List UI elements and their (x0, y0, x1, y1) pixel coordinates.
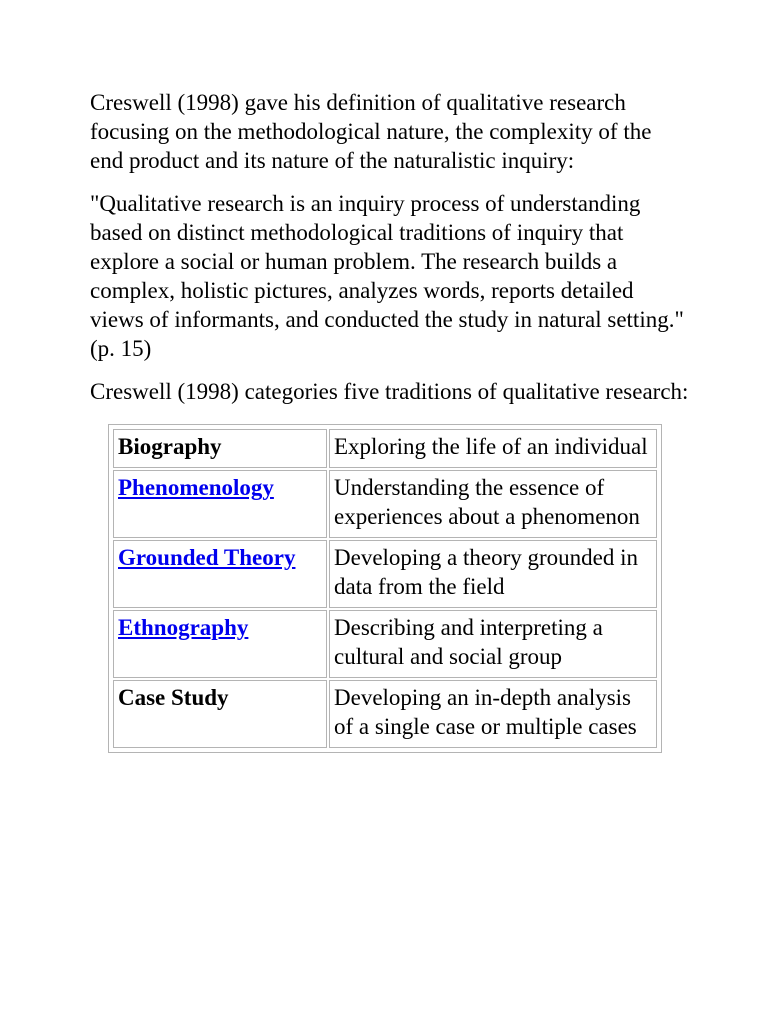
tradition-term-cell (113, 680, 327, 748)
table-row (113, 610, 657, 678)
table-row (113, 540, 657, 608)
phenomenology-link[interactable]: Phenomenology (118, 475, 274, 500)
tradition-term: Case Study (118, 685, 229, 710)
ethnography-link[interactable]: Ethnography (118, 615, 249, 640)
document-page (90, 88, 690, 753)
traditions-table (111, 427, 659, 750)
tradition-description-cell: Exploring the life of an individual (329, 429, 657, 468)
grounded-theory-link[interactable]: Grounded Theory (118, 545, 296, 570)
tradition-description-cell: Describing and interpreting a cultural and social group (329, 610, 657, 678)
tradition-term: Biography (118, 434, 222, 459)
traditions-table-frame (108, 424, 662, 753)
tradition-term-cell (113, 429, 327, 468)
table-row (113, 470, 657, 538)
quote-paragraph: "Qualitative research is an inquiry process of understanding based on distinct methodological traditions of inquiry that explore a social or human problem. The research builds a complex, holistic pictures, analyzes words, reports detailed views of informants, and conducted the study in natural setting." (p. 15) (90, 191, 684, 361)
tradition-description-cell: Understanding the essence of experiences about a phenomenon (329, 470, 657, 538)
tradition-description-cell: Developing a theory grounded in data from the field (329, 540, 657, 608)
table-row (113, 680, 657, 748)
tradition-term-cell (113, 470, 327, 538)
table-row (113, 429, 657, 468)
tradition-description-cell: Developing an in-depth analysis of a single case or multiple cases (329, 680, 657, 748)
intro-paragraph: Creswell (1998) gave his definition of qualitative research focusing on the methodological nature, the complexity of the end product and its nature of the naturalistic inquiry: (90, 90, 652, 173)
tradition-term-cell (113, 540, 327, 608)
lead-in-paragraph: Creswell (1998) categories five traditions of qualitative research: (90, 379, 689, 404)
tradition-term-cell (113, 610, 327, 678)
